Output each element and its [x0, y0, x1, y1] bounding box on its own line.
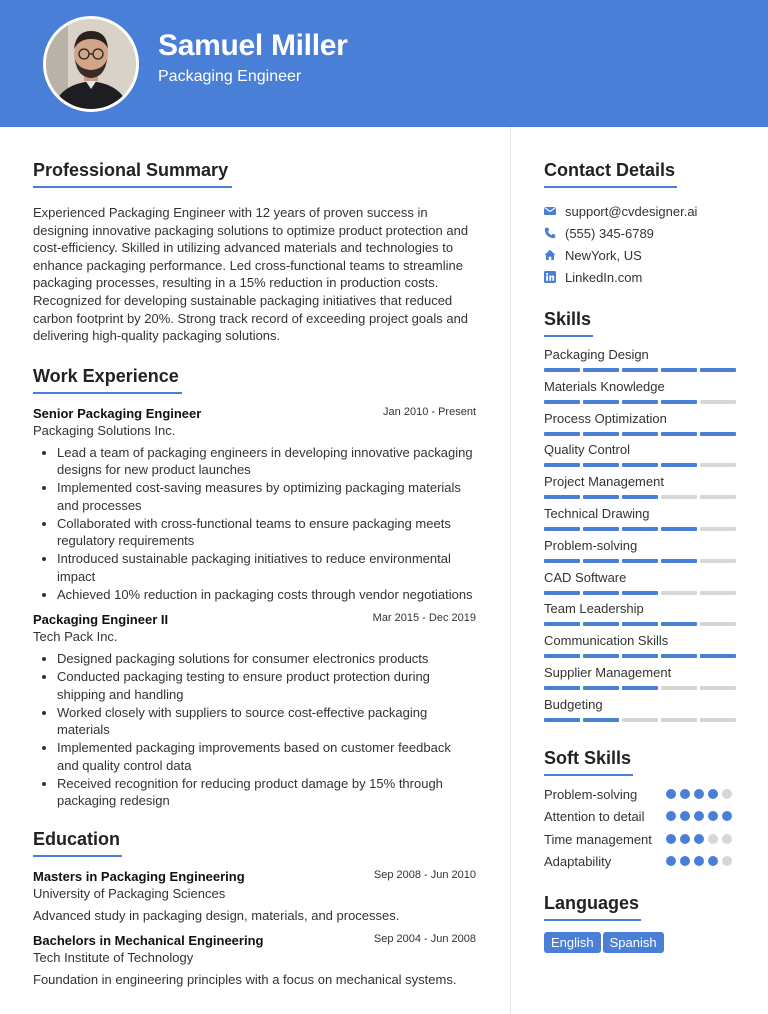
sidebar-column: [544, 160, 734, 953]
education-entry: [33, 933, 476, 987]
skill-bar-filled: [583, 400, 619, 404]
skill-item: [544, 506, 734, 538]
rating-dot-filled: [722, 811, 732, 821]
skill-bar-filled: [544, 368, 580, 372]
skill-bar-filled: [583, 495, 619, 499]
skill-bar-filled: [700, 368, 736, 372]
education-dates: Sep 2008 - Jun 2010: [373, 868, 476, 881]
contact-location-text: NewYork, US: [565, 247, 642, 263]
skill-bar-filled: [622, 686, 658, 690]
education-degree: Masters in Packaging Engineering: [33, 868, 245, 884]
skill-bar-filled: [544, 463, 580, 467]
rating-dot-filled: [694, 856, 704, 866]
skill-bar-filled: [700, 654, 736, 658]
skill-bar-empty: [700, 463, 736, 467]
skill-bar-filled: [583, 527, 619, 531]
contact-location: [544, 244, 734, 266]
job-bullet: • Achieved 10% reduction in packaging costs through vendor negotiations: [57, 586, 476, 604]
skill-bar-filled: [583, 463, 619, 467]
job-bullets: [33, 650, 476, 810]
rating-dot-empty: [722, 789, 732, 799]
section-title-education: Education: [33, 829, 122, 857]
job-bullet: • Lead a team of packaging engineers in developing innovative packaging designs for new product launches: [57, 444, 476, 479]
soft-skill-item: [544, 853, 734, 871]
section-title-soft-skills: Soft Skills: [544, 748, 633, 776]
candidate-role: Packaging Engineer: [158, 68, 302, 85]
rating-dot-filled: [680, 811, 690, 821]
skill-bar-filled: [583, 591, 619, 595]
skill-bar-filled: [622, 495, 658, 499]
skill-bar-filled: [661, 654, 697, 658]
skill-bar-filled: [544, 527, 580, 531]
skill-bar-empty: [700, 686, 736, 690]
skill-bar-filled: [544, 432, 580, 436]
skill-name: Communication Skills: [544, 633, 669, 649]
skill-bar-filled: [583, 432, 619, 436]
rating-dot-filled: [666, 789, 676, 799]
soft-skill-item: [544, 831, 734, 849]
skill-bar-filled: [544, 654, 580, 658]
job-dates: Mar 2015 - Dec 2019: [372, 612, 476, 625]
job-title: Senior Packaging Engineer: [33, 405, 202, 421]
skill-item: [544, 570, 734, 602]
skill-bar-filled: [661, 559, 697, 563]
education-degree: Bachelors in Mechanical Engineering: [33, 932, 264, 948]
skill-bar-filled: [661, 368, 697, 372]
skill-bar-filled: [622, 591, 658, 595]
skill-bar-empty: [700, 718, 736, 722]
skill-bar-filled: [661, 400, 697, 404]
skill-bar-empty: [700, 559, 736, 563]
main-column: [33, 160, 476, 987]
job-bullet: • Collaborated with cross-functional teams to ensure packaging meets regulatory requirements: [57, 515, 476, 550]
skill-bar-filled: [583, 718, 619, 722]
skill-bar-filled: [622, 527, 658, 531]
job-list: [33, 406, 476, 810]
skill-item: [544, 474, 734, 506]
skill-item: [544, 442, 734, 474]
rating-dot-filled: [666, 856, 676, 866]
skill-bar-empty: [700, 591, 736, 595]
candidate-name: Samuel Miller: [158, 29, 348, 62]
contact-phone[interactable]: [544, 222, 734, 244]
skill-bar-filled: [622, 463, 658, 467]
skill-name: Materials Knowledge: [544, 378, 665, 394]
rating-dot-filled: [694, 811, 704, 821]
contact-linkedin-text: LinkedIn.com: [565, 269, 643, 285]
skill-level-bar: [544, 591, 736, 595]
linkedin-icon: [544, 271, 556, 283]
skill-level-bar: [544, 527, 736, 531]
job-entry: [33, 612, 476, 810]
soft-skill-item: [544, 786, 734, 804]
section-title-languages: Languages: [544, 893, 641, 921]
skill-bar-filled: [544, 622, 580, 626]
skill-name: Technical Drawing: [544, 505, 650, 521]
skill-level-bar: [544, 463, 736, 467]
skill-level-bar: [544, 686, 736, 690]
skill-bar-empty: [700, 622, 736, 626]
skill-bar-empty: [700, 495, 736, 499]
job-title: Packaging Engineer II: [33, 612, 169, 628]
skill-item: [544, 411, 734, 443]
skill-item: [544, 665, 734, 697]
skill-name: Team Leadership: [544, 601, 644, 617]
job-company: Packaging Solutions Inc.: [33, 422, 176, 438]
skill-item: [544, 379, 734, 411]
resume-header: [0, 0, 768, 127]
skill-bar-filled: [622, 432, 658, 436]
skill-bar-filled: [544, 559, 580, 563]
skill-bar-empty: [661, 718, 697, 722]
skill-bar-filled: [661, 463, 697, 467]
skill-bar-filled: [544, 495, 580, 499]
job-dates: Jan 2010 - Present: [383, 405, 476, 418]
skill-bar-filled: [661, 622, 697, 626]
skill-level-bar: [544, 432, 736, 436]
skill-level-bar: [544, 400, 736, 404]
section-title-contact: Contact Details: [544, 160, 677, 188]
avatar-image: [46, 19, 136, 109]
language-list: [544, 932, 734, 953]
soft-skill-name: Time management: [544, 831, 652, 847]
skill-name: Project Management: [544, 474, 664, 490]
soft-skill-rating: [666, 811, 732, 821]
job-company: Tech Pack Inc.: [33, 629, 118, 645]
home-icon: [544, 249, 556, 261]
skill-bar-filled: [700, 432, 736, 436]
rating-dot-empty: [722, 856, 732, 866]
skill-bar-filled: [544, 686, 580, 690]
skill-item: [544, 633, 734, 665]
summary-text: Experienced Packaging Engineer with 12 years of proven success in designing innovative packaging solutions to optimize product protection and cost-efficiency. Skilled in utilizing advanced materials and technologies to enhance packaging performance. Led cross-functional teams to streamline packaging processes, resulting in a 15% reduction in production costs. Recognized for developing sustainable packaging initiatives that reduced carbon footprint by 20%. Strong track record of exceeding project goals and delivering high-quality packaging solutions.: [33, 205, 469, 344]
soft-skill-name: Attention to detail: [544, 809, 645, 825]
skill-bar-empty: [661, 686, 697, 690]
skill-bar-filled: [622, 400, 658, 404]
soft-skill-item: [544, 808, 734, 826]
section-title-summary: Professional Summary: [33, 160, 232, 188]
education-entry: [33, 869, 476, 923]
skill-name: Budgeting: [544, 696, 603, 712]
section-title-experience: Work Experience: [33, 366, 182, 394]
skill-bar-empty: [661, 495, 697, 499]
phone-icon: [544, 227, 556, 239]
job-bullets: [33, 444, 476, 604]
skill-name: Quality Control: [544, 442, 630, 458]
job-bullet: • Received recognition for reducing product damage by 15% through packaging redesign: [57, 775, 476, 810]
job-bullet: • Implemented cost-saving measures by optimizing packaging materials and processes: [57, 479, 476, 514]
skill-bar-filled: [622, 368, 658, 372]
rating-dot-empty: [708, 834, 718, 844]
contact-list: [544, 200, 734, 288]
education-school: University of Packaging Sciences: [33, 885, 226, 901]
rating-dot-filled: [666, 811, 676, 821]
skill-bar-filled: [583, 654, 619, 658]
rating-dot-filled: [708, 856, 718, 866]
skill-bar-filled: [622, 559, 658, 563]
skill-level-bar: [544, 654, 736, 658]
skill-item: [544, 538, 734, 570]
rating-dot-filled: [694, 834, 704, 844]
rating-dot-filled: [694, 789, 704, 799]
skill-bar-filled: [583, 622, 619, 626]
section-title-skills: Skills: [544, 309, 593, 337]
education-description: Advanced study in packaging design, materials, and processes.: [33, 907, 400, 923]
soft-skill-rating: [666, 834, 732, 844]
skill-bar-filled: [661, 527, 697, 531]
envelope-icon: [544, 205, 556, 217]
soft-skill-name: Problem-solving: [544, 786, 638, 802]
job-bullet: • Introduced sustainable packaging initiatives to reduce environmental impact: [57, 550, 476, 585]
soft-skills-list: [544, 786, 734, 871]
job-bullet: • Implemented packaging improvements based on customer feedback and quality control data: [57, 739, 476, 774]
skill-level-bar: [544, 495, 736, 499]
soft-skill-name: Adaptability: [544, 854, 612, 870]
skill-bar-filled: [583, 686, 619, 690]
skill-item: [544, 347, 734, 379]
job-bullet: • Conducted packaging testing to ensure product protection during shipping and handling: [57, 668, 476, 703]
skill-bar-filled: [583, 368, 619, 372]
skill-level-bar: [544, 622, 736, 626]
skills-list: [544, 347, 734, 729]
contact-email-text: support@cvdesigner.ai: [565, 203, 698, 219]
profile-photo: [43, 16, 139, 112]
contact-linkedin[interactable]: [544, 266, 734, 288]
skill-item: [544, 697, 734, 729]
job-bullet: • Designed packaging solutions for consumer electronics products: [57, 650, 476, 668]
contact-phone-text: (555) 345-6789: [565, 225, 654, 241]
skill-bar-empty: [700, 527, 736, 531]
skill-bar-filled: [544, 400, 580, 404]
skill-bar-filled: [622, 654, 658, 658]
soft-skill-rating: [666, 856, 732, 866]
skill-level-bar: [544, 718, 736, 722]
rating-dot-filled: [680, 834, 690, 844]
skill-item: [544, 601, 734, 633]
language-tag: Spanish: [603, 932, 664, 953]
soft-skill-rating: [666, 789, 732, 799]
skill-bar-filled: [661, 432, 697, 436]
rating-dot-filled: [708, 811, 718, 821]
skill-bar-filled: [583, 559, 619, 563]
skill-name: Supplier Management: [544, 664, 672, 680]
skill-bar-filled: [622, 622, 658, 626]
skill-level-bar: [544, 559, 736, 563]
education-school: Tech Institute of Technology: [33, 949, 194, 965]
contact-email[interactable]: [544, 200, 734, 222]
skill-bar-empty: [700, 400, 736, 404]
job-entry: [33, 406, 476, 604]
skill-level-bar: [544, 368, 736, 372]
column-divider: [510, 127, 511, 1014]
skill-name: Problem-solving: [544, 537, 638, 553]
skill-bar-empty: [622, 718, 658, 722]
rating-dot-filled: [680, 789, 690, 799]
education-description: Foundation in engineering principles with a focus on mechanical systems.: [33, 971, 457, 987]
education-list: [33, 869, 476, 987]
skill-name: Packaging Design: [544, 347, 649, 362]
rating-dot-empty: [722, 834, 732, 844]
skill-name: CAD Software: [544, 569, 627, 585]
rating-dot-filled: [666, 834, 676, 844]
rating-dot-filled: [708, 789, 718, 799]
education-dates: Sep 2004 - Jun 2008: [373, 932, 476, 945]
skill-name: Process Optimization: [544, 410, 667, 426]
rating-dot-filled: [680, 856, 690, 866]
skill-bar-filled: [544, 718, 580, 722]
job-bullet: • Worked closely with suppliers to source cost-effective packaging materials: [57, 704, 476, 739]
skill-bar-filled: [544, 591, 580, 595]
skill-bar-empty: [661, 591, 697, 595]
language-tag: English: [544, 932, 601, 953]
